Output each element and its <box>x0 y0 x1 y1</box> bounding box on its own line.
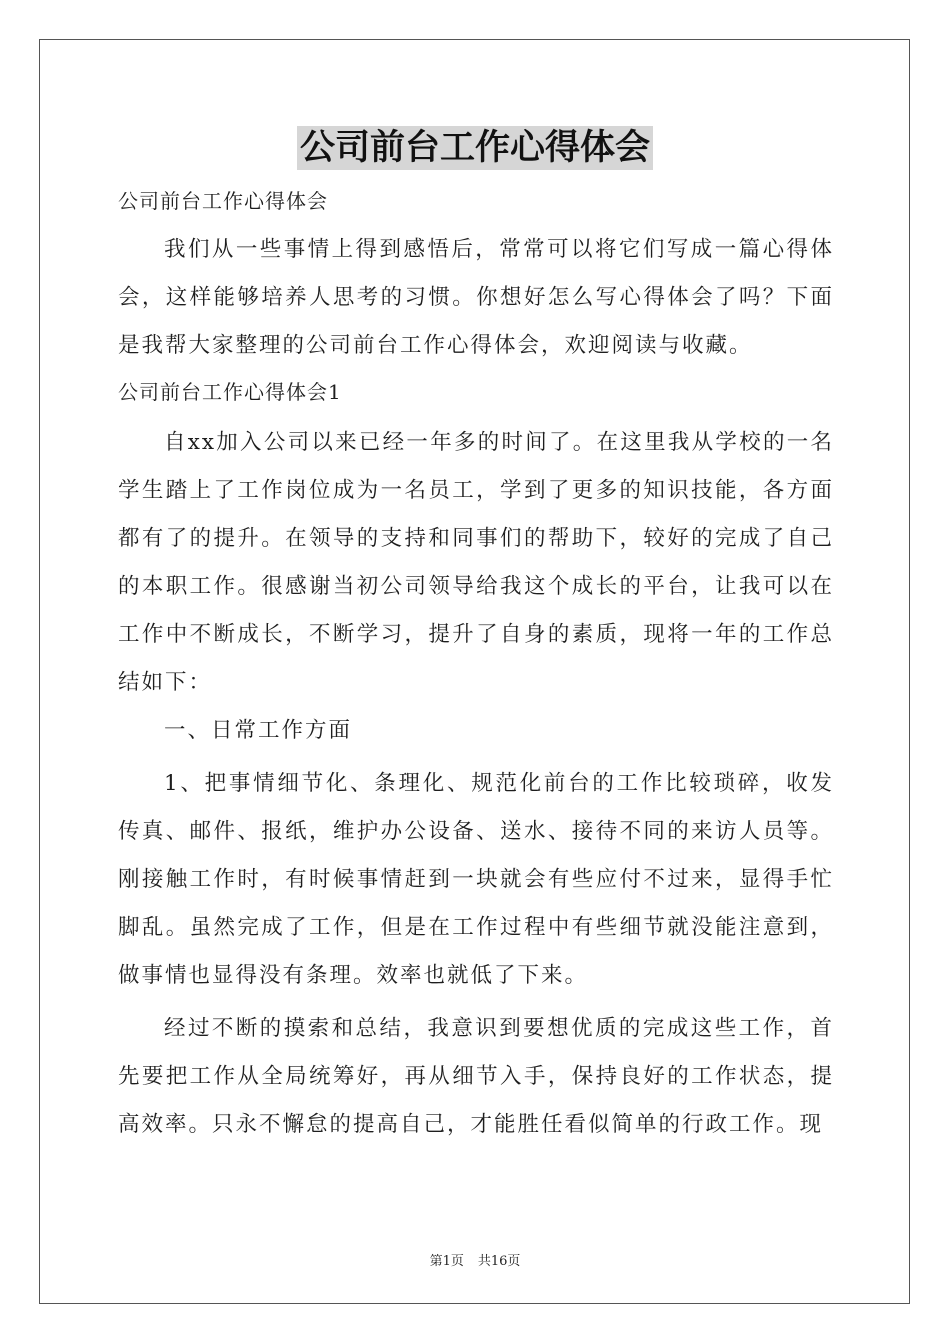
document-title: 公司前台工作心得体会 <box>297 126 653 170</box>
page-footer <box>0 1250 950 1269</box>
document-body <box>118 179 834 1149</box>
page-number: 第1页 <box>429 1254 464 1269</box>
sub-heading-daily-work: 一、日常工作方面 <box>164 718 353 743</box>
paragraph-1: 自xx加入公司以来已经一年多的时间了。在这里我从学校的一名学生踏上了工作岗位成为一名员工，学到了更多的知识技能，各方面都有了的提升。在领导的支持和同事们的帮助下，较好的完成了自己的本职工作。很感谢当初公司领导给我这个成长的平台，让我可以在工作中不断成长，不断学习，提升了自身的素质，现将一年的工作总结如下： <box>118 430 834 695</box>
section-heading-1: 公司前台工作心得体会1 <box>118 380 342 404</box>
paragraph-2: 1、把事情细节化、条理化、规范化前台的工作比较琐碎，收发传真、邮件、报纸，维护办公设备、送水、接待不同的来访人员等。刚接触工作时，有时候事情赶到一块就会有些应付不过来，显得手忙脚乱。虽然完成了工作，但是在工作过程中有些细节就没能注意到，做事情也显得没有条理。效率也就低了下来。 <box>118 771 834 988</box>
page-total: 共16页 <box>477 1254 521 1269</box>
subtitle-line: 公司前台工作心得体会 <box>118 189 328 213</box>
paragraph-3: 经过不断的摸索和总结，我意识到要想优质的完成这些工作，首先要把工作从全局统筹好，再从细节入手，保持良好的工作状态，提高效率。只永不懈怠的提高自己，才能胜任看似简单的行政工作。现 <box>118 1016 834 1137</box>
intro-paragraph: 我们从一些事情上得到感悟后，常常可以将它们写成一篇心得体会，这样能够培养人思考的习惯。你想好怎么写心得体会了吗？下面是我帮大家整理的公司前台工作心得体会，欢迎阅读与收藏。 <box>118 237 834 358</box>
title-container <box>0 126 950 170</box>
